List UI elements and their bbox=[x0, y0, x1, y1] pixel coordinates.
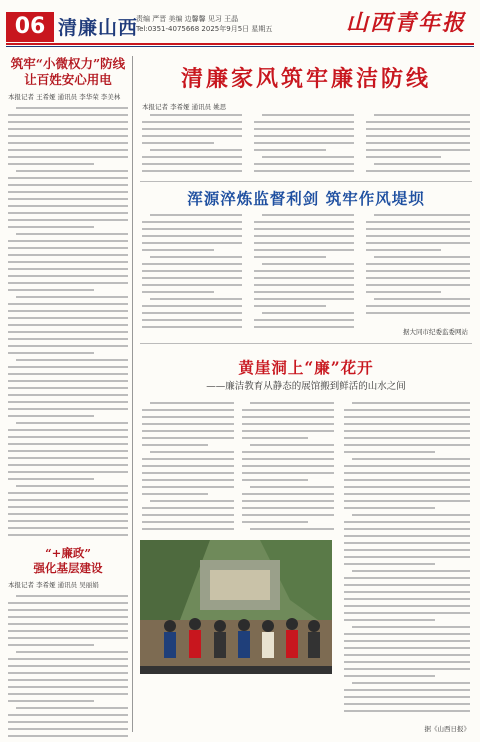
text-line bbox=[344, 521, 470, 523]
third-signature: 据《山西日报》 bbox=[424, 725, 470, 733]
second-headline: 浑源淬炼监督利剑 筑牢作风堤坝 bbox=[187, 189, 425, 208]
text-line bbox=[142, 416, 234, 418]
text-line bbox=[374, 214, 470, 216]
text-line bbox=[8, 520, 128, 522]
text-line bbox=[8, 254, 128, 256]
text-line bbox=[142, 263, 242, 265]
text-line bbox=[8, 728, 128, 730]
text-line bbox=[142, 479, 234, 481]
text-line bbox=[254, 149, 326, 151]
text-line bbox=[344, 500, 470, 502]
text-line bbox=[242, 409, 334, 411]
text-line bbox=[8, 679, 128, 681]
second-body-col-3 bbox=[366, 214, 470, 319]
text-line bbox=[142, 528, 234, 530]
text-line bbox=[142, 249, 214, 251]
text-line bbox=[142, 242, 242, 244]
second-body-col-1 bbox=[142, 214, 242, 333]
text-line bbox=[366, 263, 470, 265]
third-body-col-2 bbox=[242, 402, 334, 535]
text-line bbox=[8, 672, 128, 674]
text-line bbox=[366, 277, 470, 279]
text-line bbox=[366, 170, 470, 172]
second-signature: 据大同市纪委监委网站 bbox=[403, 328, 468, 336]
left-article bbox=[8, 56, 128, 734]
text-line bbox=[8, 247, 128, 249]
text-line bbox=[344, 451, 435, 453]
text-line bbox=[344, 549, 470, 551]
text-line bbox=[8, 275, 128, 277]
text-line bbox=[242, 437, 308, 439]
text-line bbox=[344, 710, 470, 712]
text-line bbox=[142, 228, 242, 230]
text-line bbox=[374, 114, 470, 116]
main-byline: 本报记者 李希娅 通讯员 姚思 bbox=[142, 103, 227, 111]
third-body-col-1 bbox=[142, 402, 234, 535]
text-line bbox=[8, 121, 128, 123]
text-line bbox=[254, 256, 326, 258]
text-line bbox=[366, 242, 470, 244]
text-line bbox=[8, 478, 94, 480]
text-line bbox=[8, 261, 128, 263]
text-line bbox=[344, 493, 470, 495]
text-line bbox=[254, 242, 354, 244]
text-line bbox=[366, 235, 470, 237]
text-line bbox=[366, 284, 470, 286]
text-line bbox=[8, 714, 128, 716]
text-line bbox=[142, 170, 242, 172]
text-line bbox=[366, 121, 470, 123]
text-line bbox=[8, 686, 128, 688]
third-subheadline: ——廉洁教育从静态的展馆搬到鲜活的山水之间 bbox=[206, 381, 406, 392]
masthead-rule bbox=[6, 43, 474, 45]
text-line bbox=[344, 535, 470, 537]
text-line bbox=[16, 595, 128, 597]
text-line bbox=[150, 114, 242, 116]
text-line bbox=[254, 121, 354, 123]
text-line bbox=[142, 437, 234, 439]
text-line bbox=[16, 651, 128, 653]
text-line bbox=[366, 149, 470, 151]
text-line bbox=[142, 486, 234, 488]
text-line bbox=[344, 486, 470, 488]
masthead bbox=[0, 0, 480, 46]
text-line bbox=[262, 156, 354, 158]
text-line bbox=[8, 721, 128, 723]
text-line bbox=[8, 436, 128, 438]
text-line bbox=[8, 268, 128, 270]
text-line bbox=[344, 605, 470, 607]
text-line bbox=[8, 506, 128, 508]
text-line bbox=[8, 665, 128, 667]
text-line bbox=[8, 609, 128, 611]
text-line bbox=[250, 486, 334, 488]
text-line bbox=[250, 402, 334, 404]
text-line bbox=[8, 408, 128, 410]
text-line bbox=[8, 630, 128, 632]
text-line bbox=[142, 326, 242, 328]
section-rule-2 bbox=[140, 343, 472, 344]
text-line bbox=[8, 345, 128, 347]
text-line bbox=[254, 298, 354, 300]
text-line bbox=[344, 584, 470, 586]
text-line bbox=[8, 658, 128, 660]
text-line bbox=[8, 373, 128, 375]
text-line bbox=[254, 326, 354, 328]
text-line bbox=[8, 310, 128, 312]
text-line bbox=[142, 284, 242, 286]
text-line bbox=[142, 423, 234, 425]
left-subhead-line-2: 强化基层建设 bbox=[33, 561, 103, 575]
text-line bbox=[8, 149, 128, 151]
text-line bbox=[142, 458, 234, 460]
text-line bbox=[344, 556, 470, 558]
text-line bbox=[142, 163, 242, 165]
text-line bbox=[344, 640, 470, 642]
text-line bbox=[142, 472, 234, 474]
text-line bbox=[242, 479, 308, 481]
text-line bbox=[262, 263, 354, 265]
text-line bbox=[344, 633, 470, 635]
text-line bbox=[374, 298, 470, 300]
text-line bbox=[142, 291, 214, 293]
text-line bbox=[142, 409, 234, 411]
left-subhead-byline: 本报记者 李希娅 通讯员 吴丽娟 bbox=[8, 581, 99, 589]
text-line bbox=[242, 521, 308, 523]
text-line bbox=[8, 198, 128, 200]
text-line bbox=[8, 226, 94, 228]
text-line bbox=[366, 305, 470, 307]
text-line bbox=[8, 429, 128, 431]
text-line bbox=[344, 430, 470, 432]
text-line bbox=[142, 514, 234, 516]
text-line bbox=[250, 528, 334, 530]
text-line bbox=[8, 219, 128, 221]
text-line bbox=[8, 401, 128, 403]
text-line bbox=[250, 444, 334, 446]
text-line bbox=[8, 387, 128, 389]
text-line bbox=[150, 149, 242, 151]
text-line bbox=[142, 142, 214, 144]
text-line bbox=[8, 513, 128, 515]
text-line bbox=[8, 492, 128, 494]
text-line bbox=[344, 409, 470, 411]
text-line bbox=[366, 135, 470, 137]
text-line bbox=[344, 675, 435, 677]
text-line bbox=[344, 577, 470, 579]
text-line bbox=[344, 465, 470, 467]
text-line bbox=[16, 296, 128, 298]
text-line bbox=[242, 416, 334, 418]
main-body-col-1 bbox=[142, 114, 242, 177]
masthead-rule-thin bbox=[6, 46, 474, 47]
text-line bbox=[254, 163, 354, 165]
text-line bbox=[150, 451, 234, 453]
text-line bbox=[8, 289, 94, 291]
text-line bbox=[352, 458, 470, 460]
text-line bbox=[142, 277, 242, 279]
left-title-line-2: 让百姓安心用电 bbox=[24, 72, 112, 87]
text-line bbox=[16, 422, 128, 424]
text-line bbox=[366, 128, 470, 130]
text-line bbox=[8, 163, 94, 165]
text-line bbox=[366, 312, 470, 314]
text-line bbox=[352, 402, 470, 404]
text-line bbox=[242, 500, 334, 502]
text-line bbox=[344, 668, 470, 670]
text-line bbox=[8, 338, 128, 340]
left-subhead bbox=[8, 546, 128, 576]
contact-line: Tel:0351-4075668 2025年9月5日 星期五 bbox=[136, 25, 273, 33]
text-line bbox=[142, 128, 242, 130]
text-line bbox=[142, 270, 242, 272]
text-line bbox=[366, 156, 441, 158]
text-line bbox=[150, 298, 242, 300]
column-divider bbox=[132, 56, 133, 732]
text-line bbox=[366, 291, 441, 293]
text-line bbox=[262, 312, 354, 314]
left-title-line-1: 筑牢“小微权力”防线 bbox=[10, 56, 126, 71]
text-line bbox=[366, 221, 470, 223]
text-line bbox=[344, 661, 470, 663]
text-line bbox=[8, 324, 128, 326]
text-line bbox=[142, 521, 234, 523]
text-line bbox=[366, 249, 441, 251]
text-line bbox=[344, 619, 435, 621]
text-line bbox=[142, 121, 242, 123]
text-line bbox=[352, 682, 470, 684]
text-line bbox=[16, 233, 128, 235]
left-article-title bbox=[8, 56, 128, 88]
text-line bbox=[8, 457, 128, 459]
paper-logo: 山西青年报 bbox=[345, 10, 466, 36]
text-line bbox=[242, 465, 334, 467]
text-line bbox=[8, 735, 128, 737]
left-article-body bbox=[8, 107, 128, 536]
text-line bbox=[344, 416, 470, 418]
text-line bbox=[142, 444, 208, 446]
text-line bbox=[254, 284, 354, 286]
text-line bbox=[8, 450, 128, 452]
text-line bbox=[142, 507, 234, 509]
text-line bbox=[344, 472, 470, 474]
text-line bbox=[8, 331, 128, 333]
text-line bbox=[254, 135, 354, 137]
text-line bbox=[242, 430, 334, 432]
text-line bbox=[366, 142, 470, 144]
text-line bbox=[8, 303, 128, 305]
second-body-col-2 bbox=[254, 214, 354, 333]
text-line bbox=[16, 107, 128, 109]
text-line bbox=[254, 277, 354, 279]
text-line bbox=[344, 563, 435, 565]
text-line bbox=[344, 437, 470, 439]
text-line bbox=[150, 402, 234, 404]
text-line bbox=[8, 240, 128, 242]
text-line bbox=[242, 451, 334, 453]
text-line bbox=[8, 366, 128, 368]
text-line bbox=[254, 221, 354, 223]
text-line bbox=[344, 444, 470, 446]
text-line bbox=[16, 485, 128, 487]
text-line bbox=[8, 205, 128, 207]
text-line bbox=[8, 616, 128, 618]
text-line bbox=[142, 235, 242, 237]
text-line bbox=[8, 142, 128, 144]
section-rule-1 bbox=[140, 181, 472, 182]
text-line bbox=[142, 430, 234, 432]
text-line bbox=[16, 359, 128, 361]
text-line bbox=[366, 270, 470, 272]
text-line bbox=[242, 507, 334, 509]
text-line bbox=[374, 163, 470, 165]
text-line bbox=[352, 514, 470, 516]
left-subhead-body bbox=[8, 595, 128, 742]
text-line bbox=[344, 542, 470, 544]
text-line bbox=[242, 458, 334, 460]
third-body-col-3 bbox=[344, 402, 470, 717]
photo-caption-bar bbox=[140, 666, 332, 674]
text-line bbox=[150, 214, 242, 216]
text-line bbox=[8, 527, 128, 529]
text-line bbox=[344, 612, 470, 614]
news-photo bbox=[140, 540, 332, 666]
text-line bbox=[242, 514, 334, 516]
text-line bbox=[8, 693, 128, 695]
text-line bbox=[366, 228, 470, 230]
text-line bbox=[8, 380, 128, 382]
text-line bbox=[344, 479, 470, 481]
text-line bbox=[150, 256, 242, 258]
text-line bbox=[254, 319, 354, 321]
text-line bbox=[344, 528, 470, 530]
editor-line: 责编 严晋 美编 边馨馨 见习 王晶 bbox=[136, 15, 239, 23]
third-headline: 黄崖洞上“廉”花开 bbox=[238, 358, 374, 377]
text-line bbox=[142, 221, 242, 223]
text-line bbox=[262, 214, 354, 216]
text-line bbox=[242, 472, 334, 474]
text-line bbox=[254, 249, 354, 251]
text-line bbox=[142, 465, 234, 467]
text-line bbox=[352, 570, 470, 572]
text-line bbox=[8, 156, 128, 158]
text-line bbox=[8, 499, 128, 501]
text-line bbox=[142, 305, 242, 307]
text-line bbox=[8, 700, 94, 702]
text-line bbox=[8, 212, 128, 214]
text-line bbox=[8, 317, 128, 319]
text-line bbox=[8, 623, 128, 625]
text-line bbox=[8, 191, 128, 193]
text-line bbox=[8, 637, 128, 639]
page-number: 06 bbox=[6, 12, 54, 42]
left-subhead-line-1: “+廉政” bbox=[45, 546, 91, 560]
editor-info bbox=[136, 14, 272, 34]
text-line bbox=[8, 114, 128, 116]
photo-image bbox=[140, 540, 332, 666]
text-line bbox=[142, 135, 242, 137]
text-line bbox=[142, 156, 242, 158]
text-line bbox=[254, 305, 326, 307]
text-line bbox=[8, 415, 94, 417]
text-line bbox=[242, 493, 334, 495]
text-line bbox=[254, 228, 354, 230]
text-line bbox=[142, 312, 242, 314]
text-line bbox=[344, 703, 470, 705]
text-line bbox=[344, 507, 435, 509]
text-line bbox=[142, 319, 242, 321]
text-line bbox=[8, 135, 128, 137]
text-line bbox=[254, 128, 354, 130]
text-line bbox=[344, 591, 470, 593]
text-line bbox=[8, 443, 128, 445]
text-line bbox=[8, 128, 128, 130]
main-headline: 清廉家风筑牢廉洁防线 bbox=[180, 66, 431, 92]
text-line bbox=[374, 256, 470, 258]
text-line bbox=[254, 270, 354, 272]
text-line bbox=[254, 235, 354, 237]
text-line bbox=[150, 500, 234, 502]
text-line bbox=[8, 352, 94, 354]
text-line bbox=[8, 177, 128, 179]
main-body-col-2 bbox=[254, 114, 354, 177]
text-line bbox=[142, 493, 208, 495]
text-line bbox=[344, 689, 470, 691]
text-line bbox=[344, 647, 470, 649]
text-line bbox=[8, 602, 128, 604]
left-article-byline: 本报记者 王希娅 通讯员 李华荣 李美林 bbox=[8, 93, 121, 101]
text-line bbox=[8, 184, 128, 186]
text-line bbox=[344, 423, 470, 425]
text-line bbox=[8, 534, 128, 536]
text-line bbox=[344, 696, 470, 698]
text-line bbox=[8, 644, 94, 646]
text-line bbox=[16, 707, 128, 709]
text-line bbox=[254, 170, 354, 172]
main-body-col-3 bbox=[366, 114, 470, 177]
text-line bbox=[8, 471, 128, 473]
text-line bbox=[254, 142, 354, 144]
text-line bbox=[8, 464, 128, 466]
text-line bbox=[352, 626, 470, 628]
text-line bbox=[8, 282, 128, 284]
section-name: 清廉山西 bbox=[58, 17, 139, 39]
text-line bbox=[254, 291, 354, 293]
text-line bbox=[8, 394, 128, 396]
text-line bbox=[242, 423, 334, 425]
text-line bbox=[262, 114, 354, 116]
text-line bbox=[16, 170, 128, 172]
text-line bbox=[344, 598, 470, 600]
text-line bbox=[344, 654, 470, 656]
